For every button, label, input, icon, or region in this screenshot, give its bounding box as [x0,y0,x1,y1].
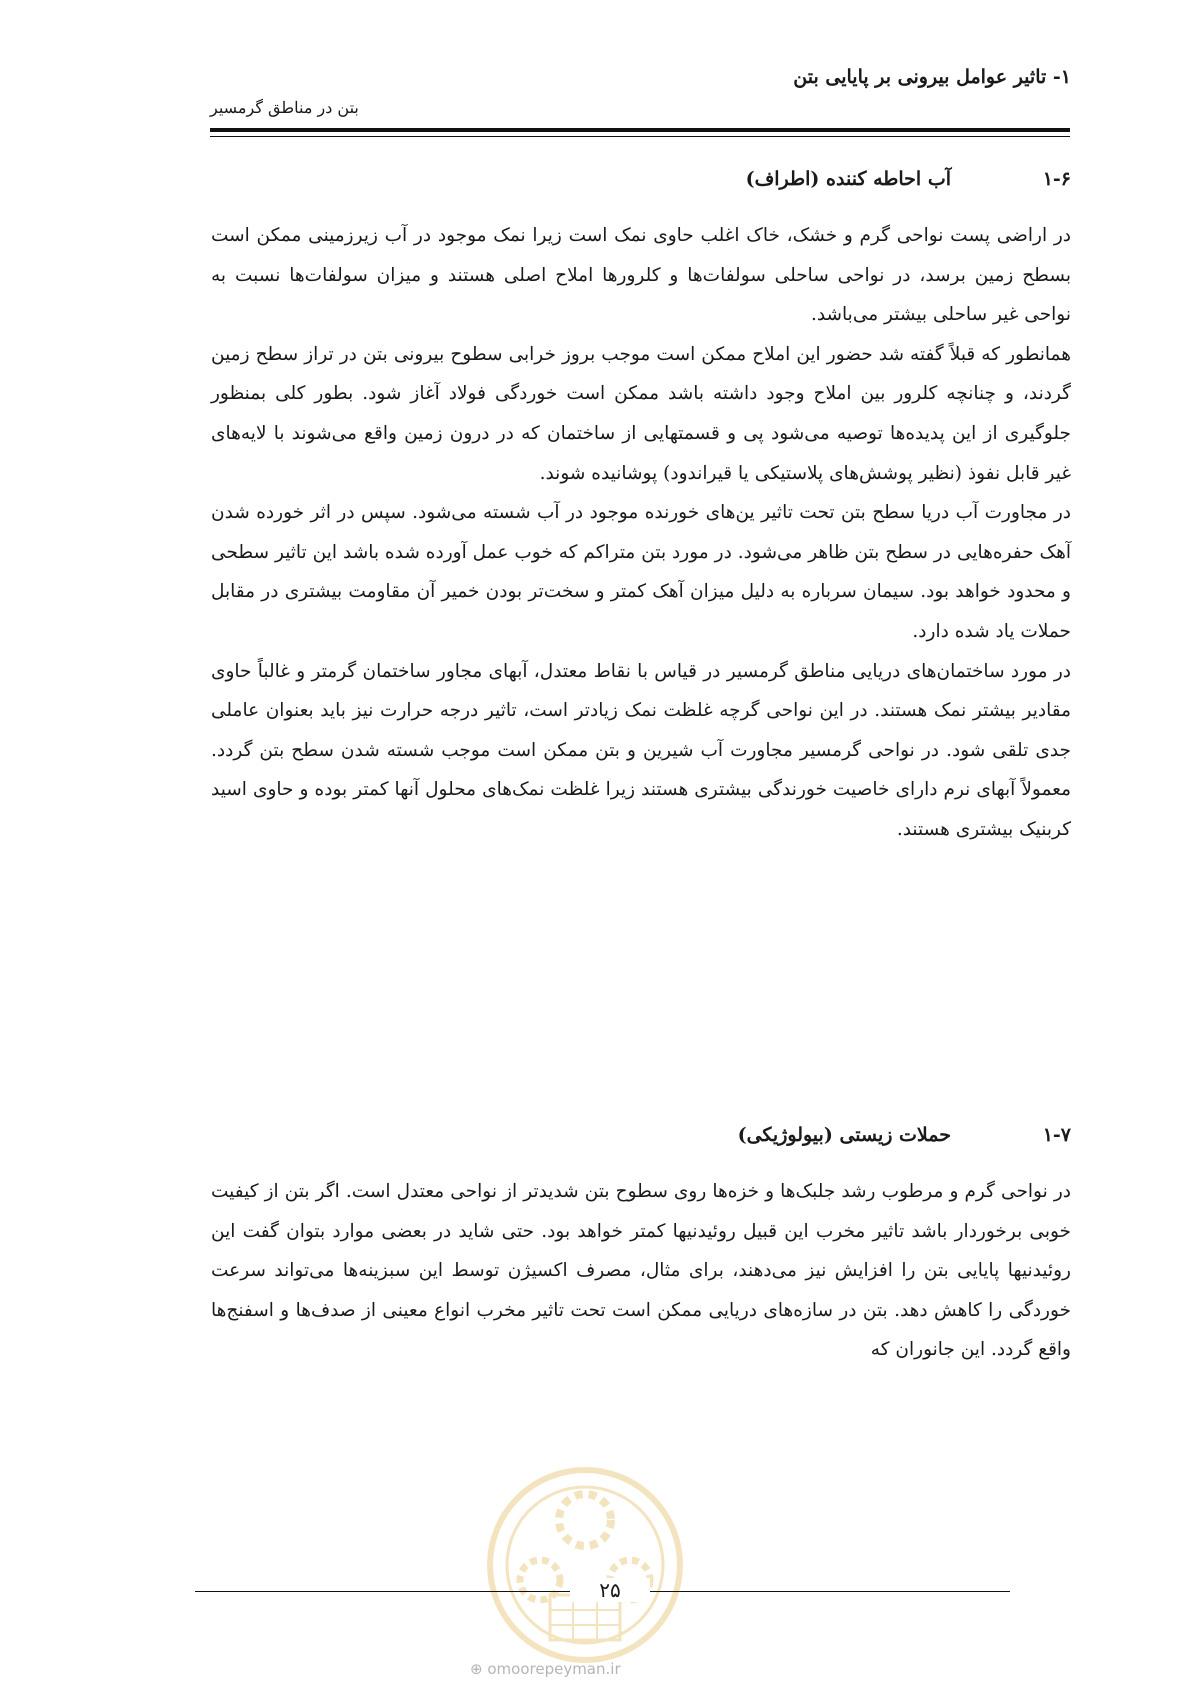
section-heading-1-7 [211,1124,1071,1164]
page-number: ۲۵ [570,1578,650,1602]
globe-icon: ⊕ [470,1660,483,1678]
watermark-url [470,1660,621,1678]
section-body-1-6 [211,216,1071,850]
gear-seal-logo-icon [480,1450,690,1680]
paragraph: در مجاورت آب دریا سطح بتن تحت تاثیر ین‌های خورنده موجود در آب شسته می‌شود. سپس در اثر خورده شدن آهک حفره‌هایی در سطح بتن ظاهر می‌شود. در مورد بتن متراکم که خوب عمل آورده شده باشد این تاثیر سطحی و محدود خواهد بود. سیمان سرباره به دلیل میزان آهک کمتر و سخت‌تر بودن خمیر آن مقاومت بیشتری در مقابل حملات یاد شده دارد. [211,502,1071,642]
header-rule-thin [210,136,1070,137]
section-number: ۱-۶ [1042,168,1071,190]
section-title: آب احاطه کننده (اطراف) [745,168,951,190]
section-body-1-7 [211,1172,1071,1370]
section-heading-1-6 [211,168,1071,208]
paragraph: همانطور که قبلاً گفته شد حضور این املاح ممکن است موجب بروز خرابی سطوح بیرونی بتن در تراز سطح زمین گردند، و چنانچه کلرور بین املاح وجود داشته باشد ممکن است خوردگی فولاد آغاز شود. بطور کلی بمنظور جلوگیری از این پدیده‌ها توصیه می‌شود پی و قسمتهایی از ساختمان که در درون زمین واقع می‌شوند با لایه‌های غیر قابل نفوذ (نظیر پوشش‌های پلاستیکی یا قیراندود) پوشانیده شوند. [211,343,1071,484]
paragraph: در نواحی گرم و مرطوب رشد جلبک‌ها و خزه‌ها روی سطوح بتن شدیدتر از نواحی معتدل است. اگر بتن از کیفیت خوبی برخوردار باشد تاثیر مخرب این قبیل روئیدنیها کمتر خواهد بود. حتی شاید در بعضی موارد بتوان گفت این روئیدنیها پایایی بتن را افزایش نیز می‌دهند، برای مثال، مصرف اکسیژن توسط این سبزینه‌ها می‌تواند سرعت خوردگی را کاهش دهد. بتن در سازه‌های دریایی ممکن است تحت تاثیر مخرب انواع معینی از صدف‌ها و اسفنج‌ها واقع گردد. این جانوران که [211,1181,1071,1361]
section-number: ۱-۷ [1042,1124,1071,1146]
section-title: حملات زیستی (بیولوژیکی) [737,1124,951,1146]
chapter-title: ۱- تاثیر عوامل بیرونی بر پایایی بتن [793,66,1071,88]
book-title: بتن در مناطق گرمسیر [210,98,359,117]
paragraph: در مورد ساختمان‌های دریایی مناطق گرمسیر در قیاس با نقاط معتدل، آبهای مجاور ساختمان گرمتر و غالباً حاوی مقادیر بیشتر نمک هستند. در این نواحی گرچه غلظت نمک زیادتر است، تاثیر درجه حرارت نیز باید بعنوان عاملی جدی تلقی شود. در نواحی گرمسیر مجاورت آب شیرین و بتن ممکن است موجب شسته شدن سطح بتن گردد. معمولاً آبهای نرم دارای خاصیت خورندگی بیشتری هستند زیرا غلظت نمک‌های محلول آنها کمتر بوده و حاوی اسید کربنیک بیشتری هستند. [211,660,1071,840]
header-rule [210,128,1070,132]
watermark-url-text: omoorepeyman.ir [487,1660,621,1678]
paragraph: در اراضی پست نواحی گرم و خشک، خاک اغلب حاوی نمک است زیرا نمک موجود در آب زیرزمینی ممکن است بسطح زمین برسد، در نواحی ساحلی سولفات‌ها و کلرورها املاح اصلی هستند و میزان سولفات‌ها نسبت به نواحی غیر ساحلی بیشتر می‌باشد. [211,225,1071,326]
